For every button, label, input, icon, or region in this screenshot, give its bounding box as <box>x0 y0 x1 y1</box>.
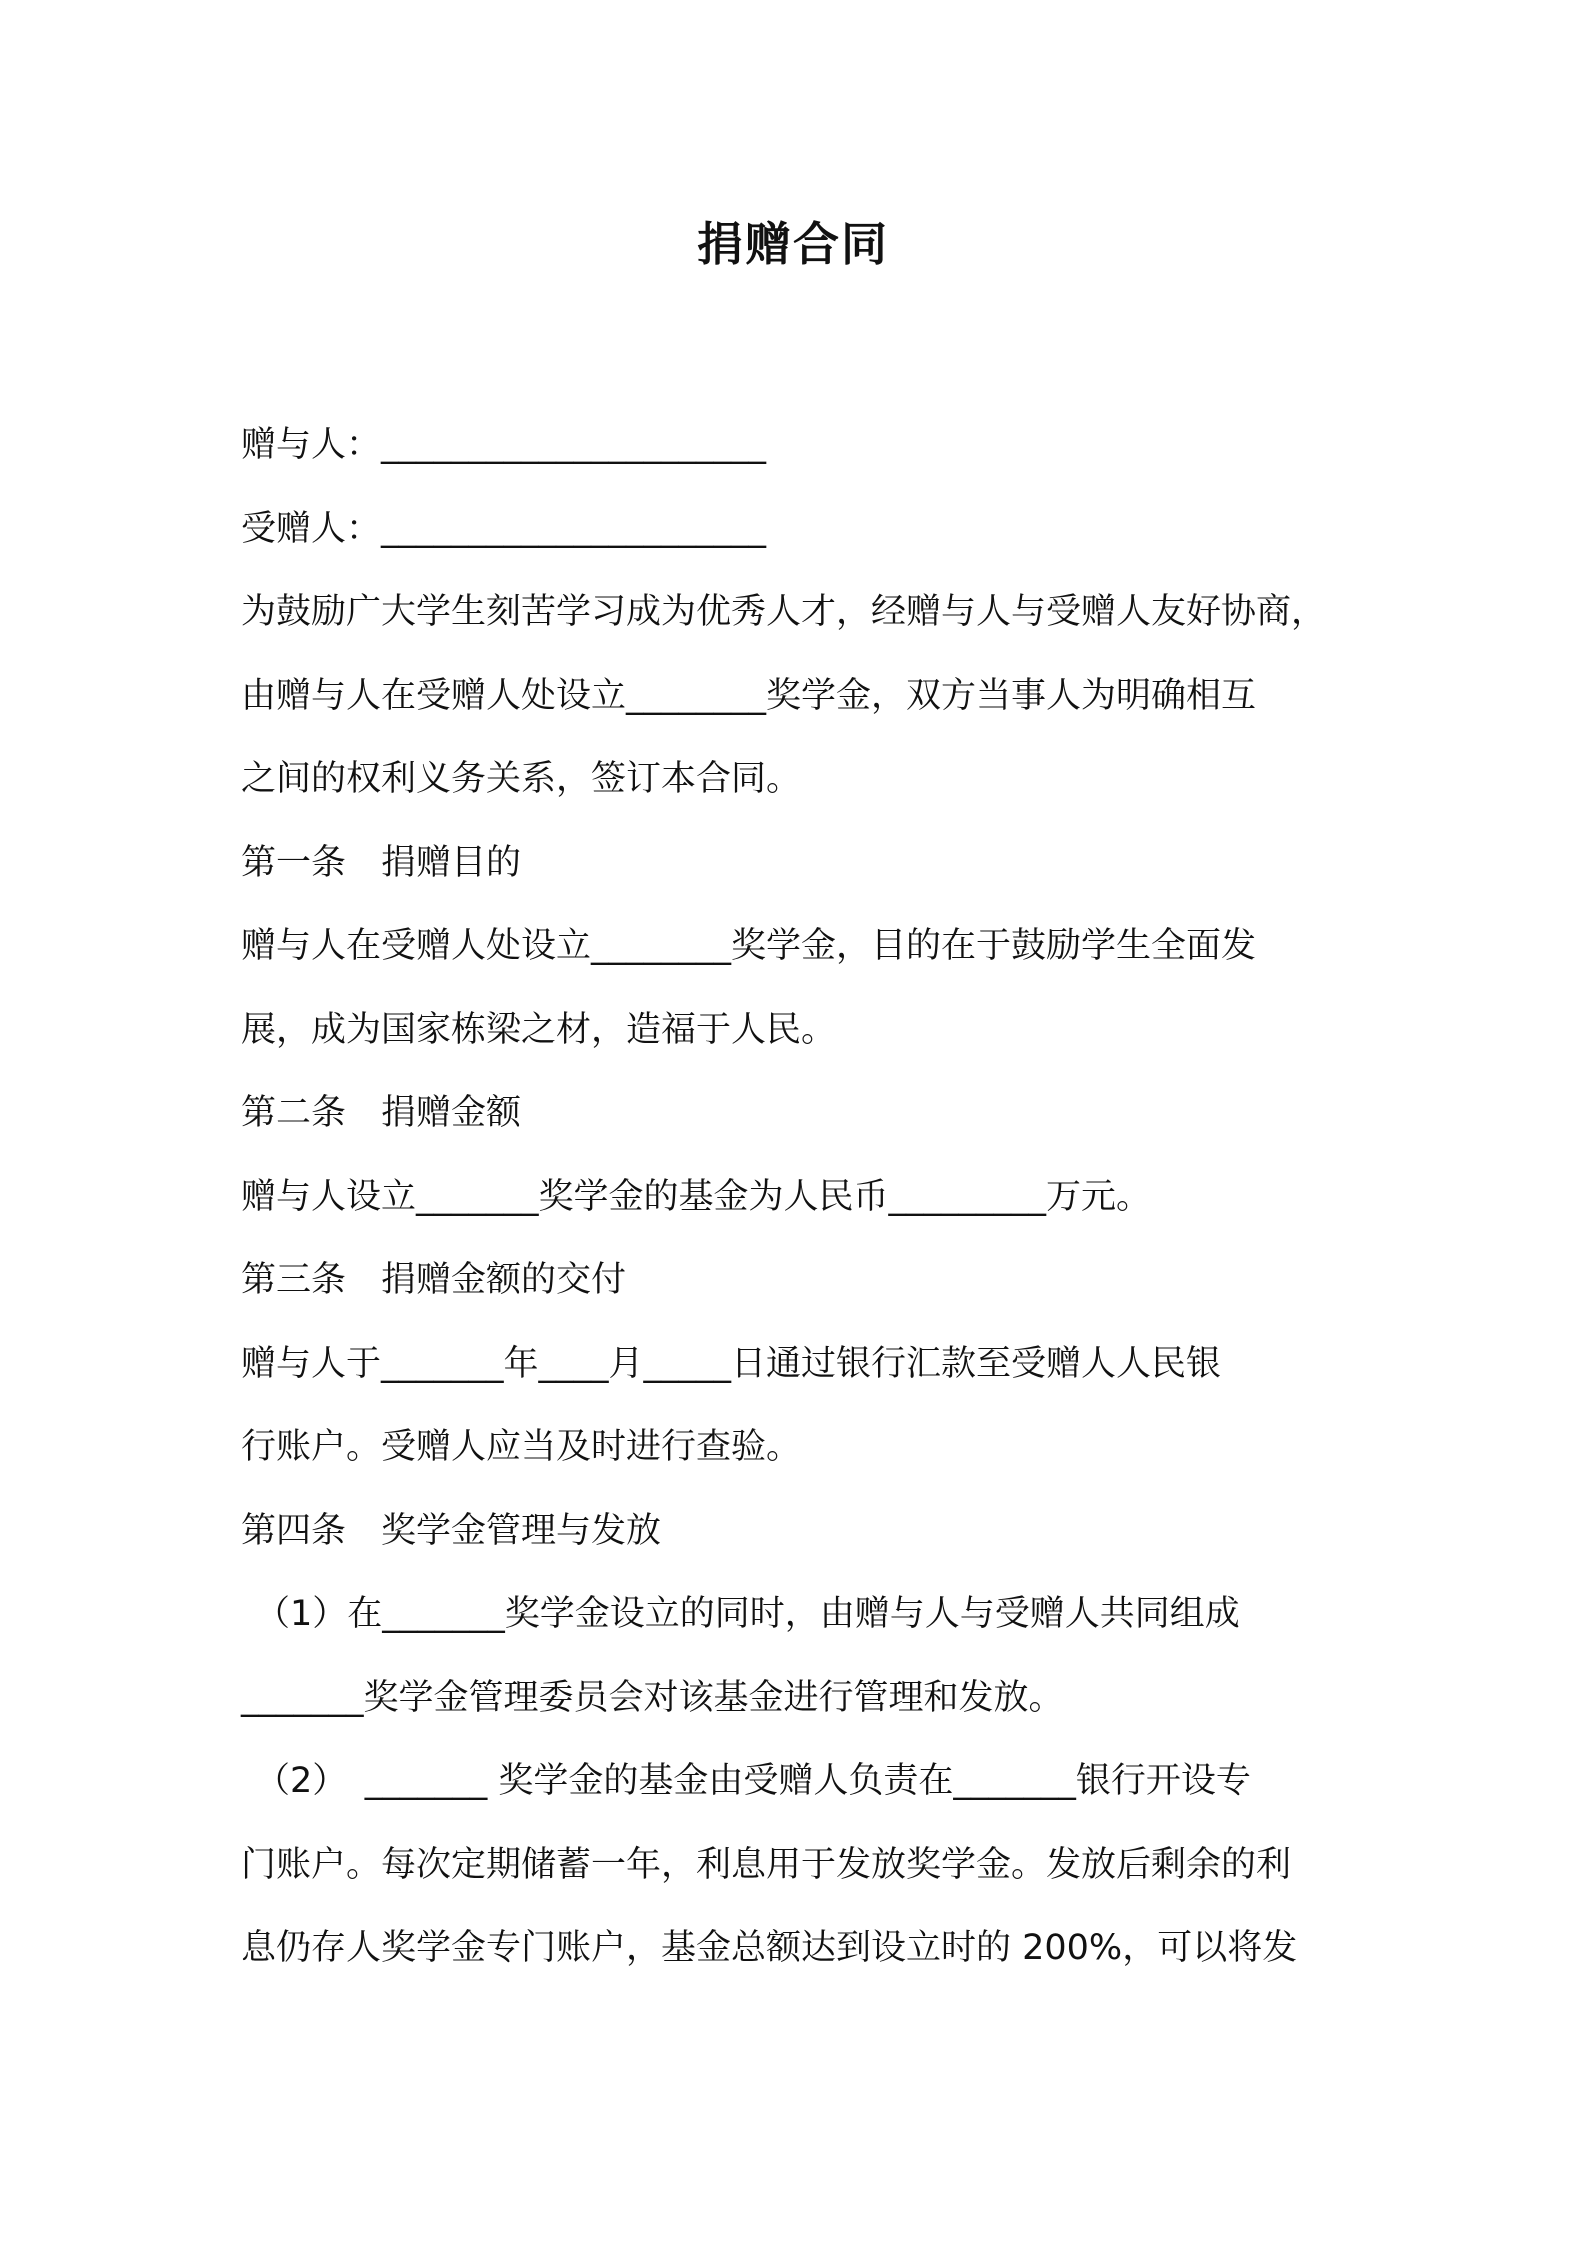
article-4-item-1-line-2: _______奖学金管理委员会对该基金进行管理和发放。 <box>241 1677 1064 1718</box>
document-body <box>241 404 1401 1991</box>
preamble-line-1: 为鼓励广大学生刻苦学习成为优秀人才，经赠与人与受赠人友好协商， <box>241 592 1327 632</box>
article-4-heading: 第四条 奖学金管理与发放 <box>241 1510 662 1551</box>
article-2-text-1: 赠与人设立_______奖学金的基金为人民币_________万元。 <box>241 1176 1152 1217</box>
document-title: 捐赠合同 <box>697 217 889 271</box>
article-4-item-2-line-3: 息仍存人奖学金专门账户，基金总额达到设立时的 200%，可以将发 <box>241 1928 1298 1968</box>
article-4-item-2-line-1: （2） _______ 奖学金的基金由受赠人负责在_______银行开设专 <box>255 1761 1251 1801</box>
preamble-line-3: 之间的权利义务关系，签订本合同。 <box>241 759 802 799</box>
article-3-heading: 第三条 捐赠金额的交付 <box>241 1260 627 1300</box>
article-3-text-1: 赠与人于_______年____月_____日通过银行汇款至受赠人人民银 <box>241 1343 1222 1384</box>
article-4-item-1-line-1: （1）在_______奖学金设立的同时，由赠与人与受赠人共同组成 <box>255 1594 1240 1634</box>
article-3-text-2: 行账户。受赠人应当及时进行查验。 <box>241 1427 802 1467</box>
article-2-heading: 第二条 捐赠金额 <box>241 1093 522 1133</box>
article-1-text-1: 赠与人在受赠人处设立________奖学金，目的在于鼓励学生全面发 <box>241 926 1257 966</box>
article-4-item-2-line-2: 门账户。每次定期储蓄一年，利息用于发放奖学金。发放后剩余的利 <box>241 1844 1292 1885</box>
article-1-heading: 第一条 捐赠目的 <box>241 842 522 883</box>
article-1-text-2: 展，成为国家栋梁之材，造福于人民。 <box>241 1009 837 1050</box>
donor-line: 赠与人：______________________ <box>241 425 767 465</box>
recipient-line: 受赠人：______________________ <box>241 508 767 549</box>
preamble-line-2: 由赠与人在受赠人处设立________奖学金，双方当事人为明确相互 <box>241 675 1257 716</box>
